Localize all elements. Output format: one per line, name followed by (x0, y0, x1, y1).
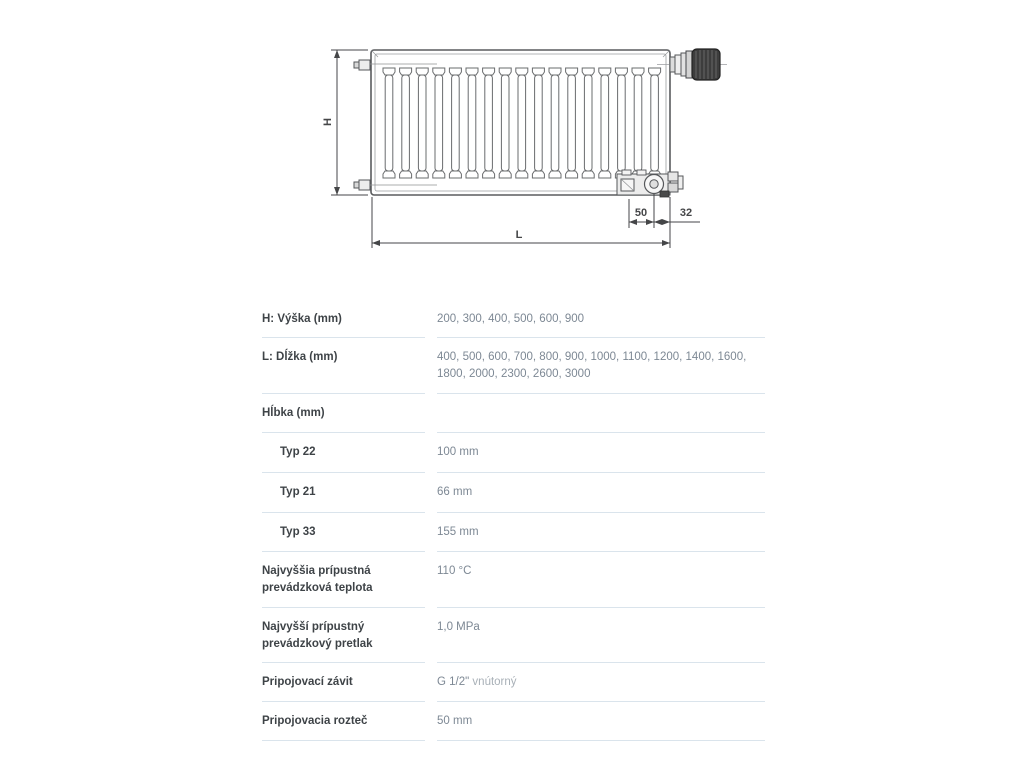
dim-label-50: 50 (634, 207, 648, 219)
radiator-fin (549, 68, 561, 178)
spec-value: 100 mm (437, 433, 765, 473)
spec-label: Typ 22 (262, 433, 425, 473)
radiator-fin (383, 68, 395, 178)
table-row-typ21 (262, 473, 765, 513)
radiator-diagram (0, 0, 1024, 270)
radiator-fin (466, 68, 478, 178)
radiator-fin (599, 68, 611, 178)
radiator-fin (615, 68, 627, 178)
spec-label: Pripojovací závit (262, 663, 425, 702)
radiator-fin (649, 68, 661, 178)
radiator-fin (566, 68, 578, 178)
radiator-fin (582, 68, 594, 178)
spec-value (437, 394, 765, 433)
spec-table (262, 300, 765, 741)
spec-label: Hĺbka (mm) (262, 394, 425, 433)
table-row-pitch (262, 702, 765, 741)
table-row-height (262, 300, 765, 338)
spec-label: H: Výška (mm) (262, 300, 425, 338)
dim-label-h: H (322, 118, 334, 126)
radiator-fin (400, 68, 412, 178)
dim-label-l: L (515, 229, 523, 241)
radiator-fin (516, 68, 528, 178)
radiator-fin (449, 68, 461, 178)
radiator-fin (416, 68, 428, 178)
spec-label: Najvyššia prípustná prevádzková teplota (262, 552, 425, 608)
spec-label: Typ 21 (262, 473, 425, 513)
spec-label: Pripojovacia rozteč (262, 702, 425, 741)
spec-label: L: Dĺžka (mm) (262, 338, 425, 394)
spec-value: 400, 500, 600, 700, 800, 900, 1000, 1100, 1200, 1400, 1600, 1800, 2000, 2300, 2600, 3000 (437, 338, 765, 394)
spec-value: 1,0 MPa (437, 608, 765, 663)
valve-block-icon (617, 170, 683, 197)
spec-value: 50 mm (437, 702, 765, 741)
radiator-fin (433, 68, 445, 178)
table-row-depth-header (262, 394, 765, 433)
table-row-length (262, 338, 765, 394)
spec-value: 200, 300, 400, 500, 600, 900 (437, 300, 765, 338)
radiator-fin (632, 68, 644, 178)
spec-label: Najvyšší prípustný prevádzkový pretlak (262, 608, 425, 663)
spec-value (437, 663, 765, 702)
spec-value: 155 mm (437, 513, 765, 552)
table-row-max-temperature (262, 552, 765, 608)
table-row-thread (262, 663, 765, 702)
dim-label-32: 32 (679, 207, 693, 219)
spec-value: 110 °C (437, 552, 765, 608)
dimension-height (331, 50, 368, 195)
table-row-typ33 (262, 513, 765, 552)
table-row-typ22 (262, 433, 765, 473)
radiator-fin (499, 68, 511, 178)
radiator-fin (532, 68, 544, 178)
spec-value-main: G 1/2" (437, 676, 470, 688)
spec-label: Typ 33 (262, 513, 425, 552)
radiator-fin (483, 68, 495, 178)
radiator-fins (383, 68, 661, 178)
table-row-max-pressure (262, 608, 765, 663)
spec-value-secondary: vnútorný (472, 676, 517, 688)
spec-value: 66 mm (437, 473, 765, 513)
